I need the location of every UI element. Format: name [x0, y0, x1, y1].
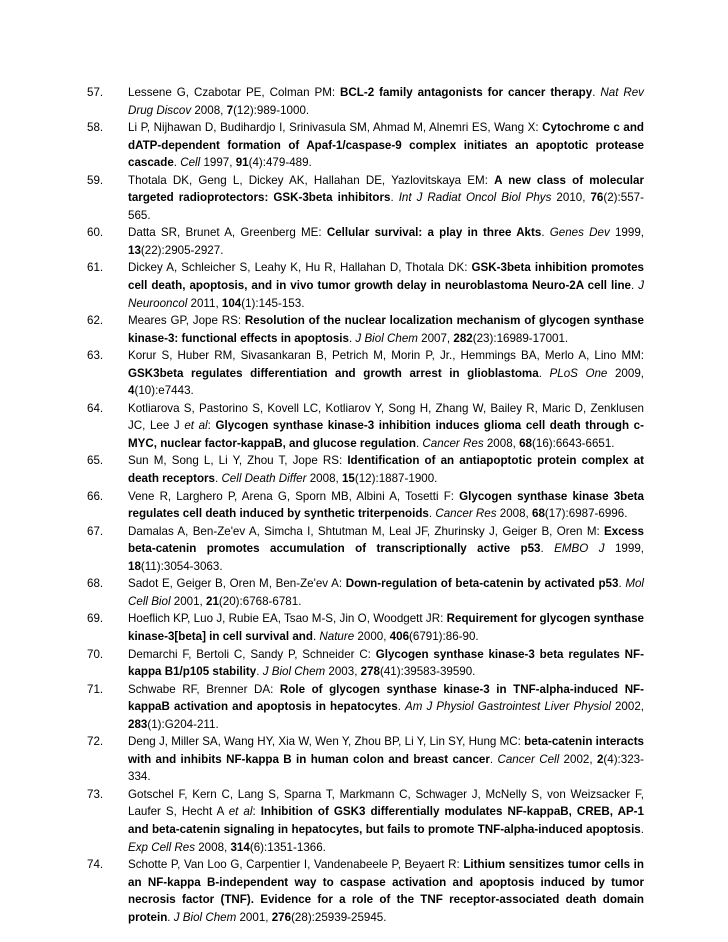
reference-number: 62.	[87, 314, 104, 328]
reference-text: Deng J, Miller SA, Wang HY, Xia W, Wen Y, Zhou BP, Li Y, Lin SY, Hung MC: beta-catenin interacts with and inhibits NF-kappa B in human colon and breast cancer. Cancer Cell 2002, 2(4):323-334.	[128, 735, 644, 784]
reference-authors: Sun M, Song L, Li Y, Zhou T, Jope RS:	[128, 454, 348, 468]
reference-item	[87, 575, 644, 610]
reference-title: Cellular survival: a play in three Akts	[326, 226, 542, 240]
reference-number: 64.	[87, 401, 104, 415]
reference-text: Gotschel F, Kern C, Lang S, Sparna T, Markmann C, Schwager J, McNelly S, von Weizsacker F, Laufer S, Hecht A et al: Inhibition of GSK3 differentially modulates NF-kappaB, CREB, AP-1 and beta-catenin signaling in hepatocytes, but fails to promote TNF-alpha-induced apoptosis. Exp Cell Res 2008, 314(6):1351-1366.	[128, 787, 644, 854]
reference-authors: Dickey A, Schleicher S, Leahy K, Hu R, Hallahan D, Thotala DK:	[128, 261, 472, 275]
reference-item	[87, 400, 644, 453]
reference-title: Cytochrome c and dATP-dependent formation of Apaf-1/caspase-9 complex initiates an apoptotic protease cascade	[128, 121, 644, 170]
reference-journal: Nature	[319, 629, 355, 643]
reference-journal: J Biol Chem	[262, 665, 326, 679]
reference-title: Requirement for glycogen synthase kinase-3[beta] in cell survival and	[128, 612, 644, 643]
reference-item	[87, 224, 644, 259]
reference-pages: (1):G204-211.	[147, 717, 219, 731]
reference-number: 65.	[87, 454, 104, 468]
reference-journal: J Neurooncol	[128, 279, 644, 310]
reference-journal: J Biol Chem	[173, 910, 237, 924]
reference-pages: (23):16989-17001.	[472, 331, 569, 345]
reference-item	[87, 119, 644, 172]
reference-year: 2008,	[195, 840, 231, 854]
reference-pages: (4):479-489.	[248, 156, 312, 170]
reference-item	[87, 523, 644, 576]
reference-journal: J Biol Chem	[355, 331, 418, 345]
reference-volume: 91	[235, 156, 249, 170]
reference-volume: 4	[128, 384, 135, 398]
reference-authors: Lessene G, Czabotar PE, Colman PM:	[128, 86, 341, 99]
reference-number: 58.	[87, 121, 104, 135]
reference-year: 2010,	[551, 191, 591, 205]
reference-volume: 68	[532, 507, 545, 521]
reference-journal: PLoS One	[549, 366, 608, 380]
reference-volume: 282	[453, 331, 473, 345]
reference-volume: 278	[360, 665, 380, 679]
reference-pages: (10):e7443.	[134, 384, 194, 398]
reference-item	[87, 646, 644, 681]
reference-authors: Li P, Nijhawan D, Budihardjo I, Srinivasula SM, Ahmad M, Alnemri ES, Wang X:	[128, 121, 543, 135]
reference-year: 2011,	[187, 296, 222, 310]
reference-pages: (12):989-1000.	[233, 103, 310, 117]
reference-pages: (12):1887-1900.	[354, 472, 438, 486]
reference-text: Korur S, Huber RM, Sivasankaran B, Petrich M, Morin P, Jr., Hemmings BA, Merlo A, Lino MM: GSK3beta regulates differentiation and growth arrest in glioblastoma. PLoS One 2009, 4(10):e7443.	[128, 349, 644, 398]
reference-title: Identification of an antiapoptotic protein complex at death receptors	[128, 454, 644, 486]
reference-et-al: et al	[228, 805, 253, 819]
reference-pages: (17):6987-6996.	[544, 507, 628, 521]
reference-year: 2001,	[236, 910, 272, 924]
reference-year: 2001,	[170, 594, 206, 608]
reference-title: Glycogen synthase kinase-3 beta regulates NF-kappa B1/p105 stability	[128, 647, 645, 679]
reference-year: 1999,	[604, 542, 644, 556]
reference-number: 68.	[87, 577, 104, 591]
reference-volume: 406	[389, 629, 410, 643]
reference-journal: Cell	[180, 156, 201, 170]
reference-item	[87, 259, 644, 312]
reference-pages: (22):2905-2927.	[140, 243, 224, 257]
reference-pages: (16):6643-6651.	[532, 436, 615, 450]
reference-number: 73.	[87, 787, 104, 801]
reference-item	[87, 488, 644, 523]
reference-text: Kotliarova S, Pastorino S, Kovell LC, Kotliarov Y, Song H, Zhang W, Bailey R, Maric D, Zenklusen JC, Lee J et al: Glycogen synthase kinase-3 inhibition induces glioma cell death through c-MYC, nuclear factor-kappaB, and glucose regulation. Cancer Res 2008, 68(16):6643-6651.	[128, 401, 644, 450]
reference-authors: Hoeflich KP, Luo J, Rubie EA, Tsao M-S, Jin O, Woodgett JR:	[128, 612, 447, 626]
reference-text: Schwabe RF, Brenner DA: Role of glycogen synthase kinase-3 in TNF-alpha-induced NF-kappaB activation and apoptosis in hepatocytes. Am J Physiol Gastrointest Liver Physiol 2002, 283(1):G204-211.	[128, 682, 645, 731]
reference-text: Vene R, Larghero P, Arena G, Sporn MB, Albini A, Tosetti F: Glycogen synthase kinase 3beta regulates cell death induced by synthetic triterpenoids. Cancer Res 2008, 68(17):6987-6996.	[128, 489, 644, 521]
reference-title: Resolution of the nuclear localization mechanism of glycogen synthase kinase-3: functional effects in apoptosis	[128, 314, 644, 345]
reference-year: 2007,	[417, 331, 454, 345]
reference-journal: Cancer Res	[435, 507, 497, 521]
reference-volume: 18	[128, 559, 141, 573]
reference-item	[87, 172, 644, 225]
reference-journal: Cancer Res	[422, 436, 484, 450]
reference-pages: (11):3054-3063.	[140, 559, 223, 573]
reference-year: 1997,	[200, 156, 236, 170]
reference-item	[87, 84, 644, 119]
reference-volume: 13	[128, 243, 141, 257]
reference-title: A new class of molecular targeted radioprotectors: GSK-3beta inhibitors	[128, 173, 644, 205]
reference-text: Li P, Nijhawan D, Budihardjo I, Srinivasula SM, Ahmad M, Alnemri ES, Wang X: Cytochrome c and dATP-dependent formation of Apaf-1/caspase-9 complex initiates an apoptotic protease cascade. Cell 1997, 91(4):479-489.	[128, 121, 644, 170]
reference-text: Sadot E, Geiger B, Oren M, Ben-Ze'ev A: Down-regulation of beta-catenin by activated p53. Mol Cell Biol 2001, 21(20):6768-6781.	[128, 577, 645, 608]
reference-text: Damalas A, Ben-Ze'ev A, Simcha I, Shtutman M, Leal JF, Zhurinsky J, Geiger B, Oren M: Excess beta-catenin promotes accumulation of transcriptionally active p53. EMBO J 1999, 18(11):3054-3063.	[128, 524, 644, 573]
reference-item	[87, 733, 644, 786]
reference-year: 2009,	[607, 366, 644, 380]
reference-pages: (1):145-153.	[241, 296, 305, 310]
reference-authors: Schwabe RF, Brenner DA:	[128, 682, 280, 696]
reference-year: 2008,	[483, 436, 520, 450]
reference-text: Datta SR, Brunet A, Greenberg ME: Cellular survival: a play in three Akts. Genes Dev 1999, 13(22):2905-2927.	[128, 226, 644, 257]
reference-title: Lithium sensitizes tumor cells in an NF-kappa B-independent way to caspase activation and apoptosis induced by tumor necrosis factor (TNF). Evidence for a role of the TNF receptor-associated death domain protein	[128, 858, 644, 924]
reference-number: 60.	[87, 226, 104, 240]
reference-pages: (41):39583-39590.	[380, 665, 476, 679]
reference-journal: Mol Cell Biol	[128, 577, 645, 608]
reference-authors: Kotliarova S, Pastorino S, Kovell LC, Kotliarov Y, Song H, Zhang W, Bailey R, Maric D, Zenklusen JC, Lee J	[128, 401, 644, 433]
reference-year: 1999,	[609, 226, 644, 240]
reference-number: 63.	[87, 349, 104, 363]
reference-number: 74.	[87, 858, 104, 872]
reference-text: Schotte P, Van Loo G, Carpentier I, Vandenabeele P, Beyaert R: Lithium sensitizes tumor cells in an NF-kappa B-independent way to caspase activation and apoptosis induced by tumor necrosis factor (TNF). Evidence for a role of the TNF receptor-associated death domain protein. J Biol Chem 2001, 276(28):25939-25945.	[128, 858, 644, 924]
reference-journal: Int J Radiat Oncol Biol Phys	[398, 191, 552, 205]
reference-authors: Korur S, Huber RM, Sivasankaran B, Petrich M, Morin P, Jr., Hemmings BA, Merlo A, Lino MM:	[128, 349, 644, 363]
reference-journal: Nat Rev Drug Discov	[128, 86, 644, 117]
reference-number: 57.	[87, 86, 104, 99]
reference-title: Inhibition of GSK3 differentially modulates NF-kappaB, CREB, AP-1 and beta-catenin signaling in hepatocytes, but fails to promote TNF-alpha-induced apoptosis	[128, 805, 644, 836]
reference-volume: 104	[221, 296, 242, 310]
reference-item	[87, 312, 644, 347]
reference-item	[87, 681, 644, 734]
reference-authors: Meares GP, Jope RS:	[128, 314, 245, 328]
reference-text: Demarchi F, Bertoli C, Sandy P, Schneider C: Glycogen synthase kinase-3 beta regulates NF-kappa B1/p105 stability. J Biol Chem 2003, 278(41):39583-39590.	[128, 647, 645, 679]
reference-journal: Genes Dev	[549, 226, 610, 240]
reference-number: 66.	[87, 489, 104, 503]
reference-text: Lessene G, Czabotar PE, Colman PM: BCL-2 family antagonists for cancer therapy. Nat Rev Drug Discov 2008, 7(12):989-1000.	[128, 86, 644, 117]
reference-pages: (28):25939-25945.	[291, 910, 387, 924]
reference-number: 59.	[87, 173, 104, 187]
reference-authors: Schotte P, Van Loo G, Carpentier I, Vandenabeele P, Beyaert R:	[128, 858, 464, 872]
reference-volume: 276	[271, 910, 292, 924]
reference-authors: Sadot E, Geiger B, Oren M, Ben-Ze'ev A:	[128, 577, 346, 591]
reference-number: 71.	[87, 682, 104, 696]
reference-volume: 21	[206, 594, 219, 608]
reference-year: 2008,	[496, 507, 533, 521]
reference-pages: (6):1351-1366.	[249, 840, 326, 854]
reference-pages: (4):323-334.	[128, 752, 644, 784]
reference-volume: 314	[230, 840, 250, 854]
reference-year: 2003,	[325, 665, 361, 679]
reference-journal: Am J Physiol Gastrointest Liver Physiol	[404, 700, 611, 714]
reference-authors: Gotschel F, Kern C, Lang S, Sparna T, Markmann C, Schwager J, McNelly S, von Weizsacker F, Laufer S, Hecht A	[128, 787, 644, 819]
reference-volume: 2	[596, 752, 604, 766]
reference-title: Down-regulation of beta-catenin by activated p53	[345, 577, 619, 591]
reference-volume: 68	[519, 436, 533, 450]
reference-year: 2008,	[306, 472, 342, 486]
reference-volume: 76	[590, 191, 604, 205]
reference-item	[87, 610, 644, 645]
reference-year: 2002,	[610, 700, 644, 714]
reference-journal: EMBO J	[554, 542, 605, 556]
reference-year: 2000,	[354, 629, 390, 643]
reference-volume: 7	[226, 103, 234, 117]
reference-item	[87, 856, 644, 926]
reference-authors: Datta SR, Brunet A, Greenberg ME:	[128, 226, 327, 240]
reference-title: Glycogen synthase kinase-3 inhibition induces glioma cell death through c-MYC, nuclear factor-kappaB, and glucose regulation	[128, 419, 644, 450]
reference-year: 2008,	[191, 103, 227, 117]
reference-journal: Cell Death Differ	[221, 472, 307, 486]
reference-text: Thotala DK, Geng L, Dickey AK, Hallahan DE, Yazlovitskaya EM: A new class of molecular targeted radioprotectors: GSK-3beta inhibitors. Int J Radiat Oncol Biol Phys 2010, 76(2):557-565.	[128, 173, 644, 222]
reference-text: Meares GP, Jope RS: Resolution of the nuclear localization mechanism of glycogen synthase kinase-3: functional effects in apoptosis. J Biol Chem 2007, 282(23):16989-17001.	[128, 314, 644, 345]
reference-title: BCL-2 family antagonists for cancer therapy	[340, 86, 593, 99]
reference-authors: Thotala DK, Geng L, Dickey AK, Hallahan DE, Yazlovitskaya EM:	[128, 173, 495, 187]
reference-journal: Cancer Cell	[497, 752, 560, 766]
reference-text: Sun M, Song L, Li Y, Zhou T, Jope RS: Identification of an antiapoptotic protein complex at death receptors. Cell Death Differ 2008, 15(12):1887-1900.	[128, 454, 644, 486]
reference-number: 69.	[87, 612, 104, 626]
reference-authors: Deng J, Miller SA, Wang HY, Xia W, Wen Y, Zhou BP, Li Y, Lin SY, Hung MC:	[128, 735, 525, 749]
reference-item	[87, 347, 644, 400]
reference-pages: (6791):86-90.	[409, 629, 479, 643]
reference-et-al: et al	[184, 419, 208, 433]
reference-number: 72.	[87, 735, 104, 749]
reference-title: Role of glycogen synthase kinase-3 in TNF-alpha-induced NF-kappaB activation and apoptosis in hepatocytes	[128, 682, 645, 714]
reference-journal: Exp Cell Res	[128, 840, 196, 854]
reference-list	[87, 84, 644, 926]
reference-title: beta-catenin interacts with and inhibits NF-kappa B in human colon and breast cancer	[128, 735, 644, 766]
reference-text: Dickey A, Schleicher S, Leahy K, Hu R, Hallahan D, Thotala DK: GSK-3beta inhibition promotes cell death, apoptosis, and in vivo tumor growth delay in neuroblastoma Neuro-2A cell line. J Neurooncol 2011, 104(1):145-153.	[128, 261, 644, 310]
reference-volume: 283	[128, 717, 148, 731]
reference-authors: Vene R, Larghero P, Arena G, Sporn MB, Albini A, Tosetti F:	[128, 489, 460, 503]
reference-authors: Damalas A, Ben-Ze'ev A, Simcha I, Shtutman M, Leal JF, Zhurinsky J, Geiger B, Oren M:	[128, 524, 605, 538]
reference-volume: 15	[341, 472, 355, 486]
reference-title: GSK-3beta inhibition promotes cell death, apoptosis, and in vivo tumor growth delay in neuroblastoma Neuro-2A cell line	[128, 261, 644, 293]
reference-number: 61.	[87, 261, 104, 275]
reference-title: Excess beta-catenin promotes accumulation of transcriptionally active p53	[128, 524, 644, 556]
reference-year: 2002,	[559, 752, 597, 766]
reference-authors: Demarchi F, Bertoli C, Sandy P, Schneider C:	[128, 647, 376, 661]
reference-item	[87, 786, 644, 856]
reference-number: 67.	[87, 524, 104, 538]
reference-pages: (20):6768-6781.	[218, 594, 302, 608]
reference-item	[87, 452, 644, 487]
reference-number: 70.	[87, 647, 104, 661]
reference-title: Glycogen synthase kinase 3beta regulates cell death induced by synthetic triterpenoids	[128, 489, 644, 521]
reference-pages: (2):557-565.	[128, 191, 644, 222]
reference-title: GSK3beta regulates differentiation and growth arrest in glioblastoma	[128, 366, 539, 380]
reference-text: Hoeflich KP, Luo J, Rubie EA, Tsao M-S, Jin O, Woodgett JR: Requirement for glycogen synthase kinase-3[beta] in cell survival and. Nature 2000, 406(6791):86-90.	[128, 612, 644, 643]
